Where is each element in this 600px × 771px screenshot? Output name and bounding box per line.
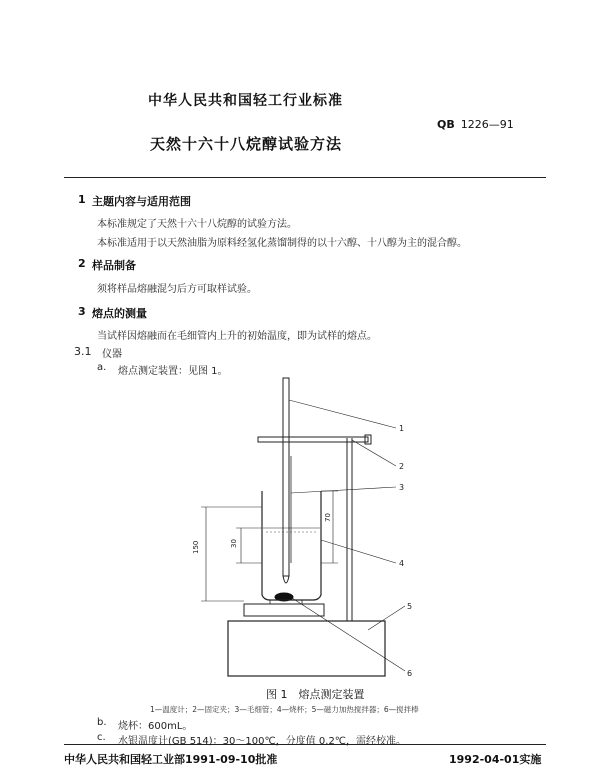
figure-legend: 1—温度计；2—固定夹；3—毛细管；4—烧杯；5—磁力加热搅拌器；6—搅拌棒 [150, 705, 419, 714]
footer-effective-date: 1992-04-01实施 [449, 753, 542, 766]
standard-code-prefix: QB [437, 118, 455, 131]
footer-issuer: 中华人民共和国轻工业部1991-09-10批准 [64, 753, 278, 766]
standard-code-number: 1226—91 [460, 118, 514, 131]
callout-1: 1 [399, 424, 405, 433]
section-1-title: 主题内容与适用范围 [92, 195, 191, 208]
leader-2 [352, 440, 396, 466]
dim-150-label: 150 [192, 540, 200, 554]
thermometer-bulb [283, 576, 289, 583]
section-3-1-title: 仪器 [102, 349, 122, 360]
footer-divider [64, 744, 546, 745]
section-3-number: 3 [78, 305, 86, 318]
leader-5 [368, 606, 405, 630]
section-3-1-number: 3.1 [74, 345, 92, 358]
magnetic-stirrer-base [228, 621, 385, 676]
item-b-label: b. [97, 717, 107, 728]
section-1-paragraph-2: 本标准适用于以天然油脂为原料经氢化蒸馏制得的以十六醇、十八醇为主的混合醇。 [97, 238, 467, 249]
leader-4 [321, 540, 396, 563]
leader-6 [292, 598, 405, 671]
section-2-paragraph-1: 须将样品熔融混匀后方可取样试验。 [97, 284, 257, 295]
item-c-label: c. [97, 732, 106, 743]
publisher-heading: 中华人民共和国轻工行业标准 [148, 93, 343, 109]
leader-1 [289, 400, 396, 428]
item-a-text: 熔点测定装置：见图 1。 [118, 366, 228, 377]
callout-6: 6 [407, 669, 413, 678]
beaker [262, 491, 321, 600]
callout-3: 3 [399, 483, 405, 492]
section-1-paragraph-1: 本标准规定了天然十六十八烷醇的试验方法。 [97, 219, 297, 230]
item-a-label: a. [97, 362, 107, 373]
section-3-paragraph-1: 当试样因熔融而在毛细管内上升的初始温度，即为试样的熔点。 [97, 331, 377, 342]
section-2-number: 2 [78, 257, 86, 270]
figure-caption: 图 1 熔点测定装置 [266, 688, 365, 701]
leader-3 [291, 487, 396, 493]
section-1-number: 1 [78, 193, 86, 206]
dim-30-label: 30 [230, 539, 238, 548]
dim-70-label: 70 [324, 513, 332, 522]
section-3-title: 熔点的测量 [92, 307, 147, 320]
thermometer [283, 378, 289, 576]
item-b-text: 烧杯：600mL。 [118, 721, 193, 732]
heater-plate [244, 604, 324, 616]
section-2-title: 样品制备 [92, 259, 136, 272]
item-c-text: 水银温度计(GB 514)：30～100℃，分度值 0.2℃，需经校准。 [118, 736, 407, 747]
callout-4: 4 [399, 559, 405, 568]
callout-5: 5 [407, 602, 413, 611]
callout-2: 2 [399, 462, 405, 471]
document-title: 天然十六十八烷醇试验方法 [150, 135, 343, 153]
